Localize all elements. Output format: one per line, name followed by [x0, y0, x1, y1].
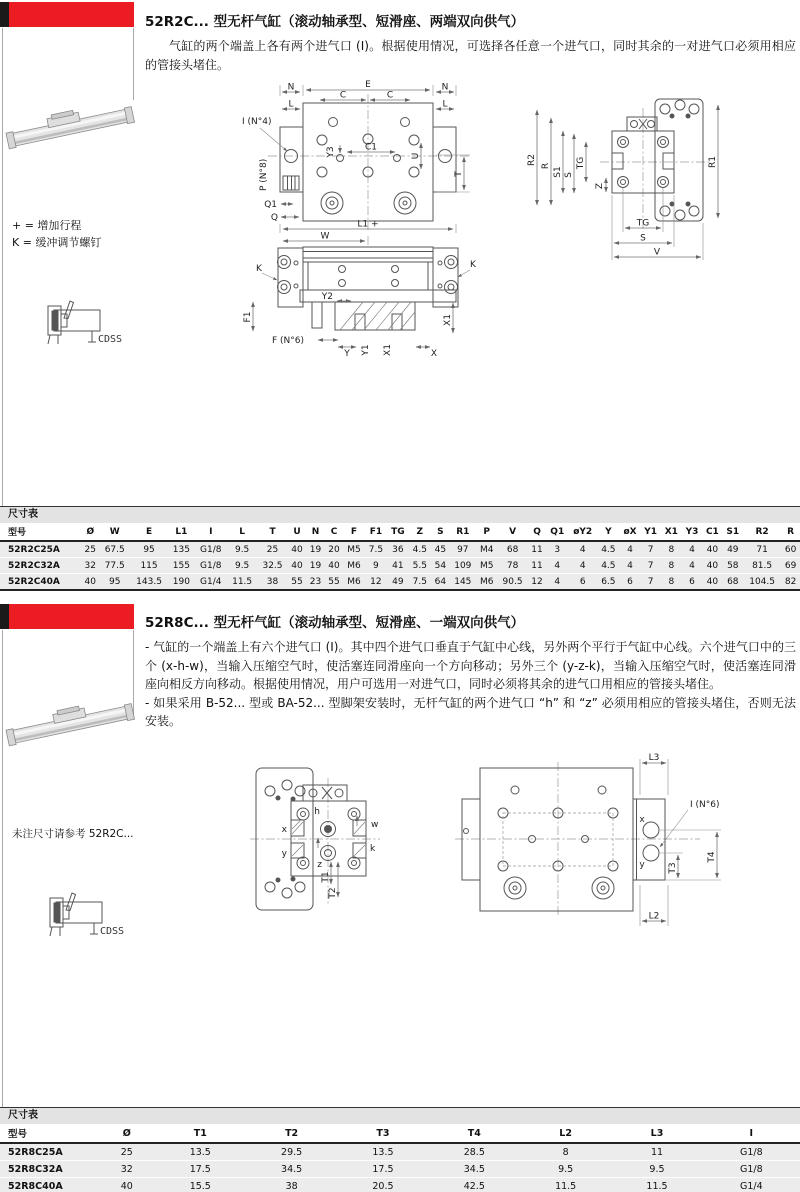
table-row [0, 1161, 800, 1178]
sidebar-left-rule-1 [2, 28, 3, 506]
model-cell: 52R8C32A [0, 1161, 99, 1178]
dimension-table-block-2 [0, 1107, 800, 1192]
value-cell: G1/4 [703, 1178, 800, 1192]
dim-label-r2: R2 [527, 154, 537, 166]
dim-label-tg-left: TG [576, 156, 586, 170]
dim-label-n2: N [441, 82, 449, 93]
value-cell: G1/8 [195, 558, 227, 574]
value-cell: 4 [546, 558, 568, 574]
value-cell: 6 [568, 574, 597, 591]
table-body [0, 541, 800, 590]
value-cell: 4.5 [409, 541, 432, 558]
value-cell: 9 [365, 558, 388, 574]
legend-note-stroke: + = 增加行程 [12, 219, 82, 232]
column-header: R1 [450, 523, 476, 541]
sidebar-left-rule-2 [2, 630, 3, 1107]
cdss-series-icon [38, 297, 128, 347]
column-header: L1 [168, 523, 194, 541]
dim-label-x1-right: X1 [443, 314, 453, 326]
header-row [0, 523, 800, 541]
value-cell: 54 [431, 558, 450, 574]
value-cell: 49 [387, 574, 408, 591]
dim-label-v: V [653, 247, 661, 258]
value-cell: 4 [620, 541, 641, 558]
model-cell: 52R2C32A [0, 558, 81, 574]
section1-technical-drawing [240, 80, 800, 372]
value-cell: 13.5 [337, 1143, 428, 1161]
value-cell: 20 [325, 541, 344, 558]
value-cell: M4 [476, 541, 497, 558]
value-cell: 11 [528, 541, 547, 558]
value-cell: 6 [620, 574, 641, 591]
plan-view-2 [455, 753, 721, 926]
port-label-y: y [281, 849, 287, 859]
value-cell: 6.5 [597, 574, 620, 591]
value-cell: 155 [168, 558, 194, 574]
value-cell: 8 [661, 558, 682, 574]
column-header: øY2 [568, 523, 597, 541]
table-head [0, 1124, 800, 1143]
value-cell: 4 [682, 558, 702, 574]
table-row [0, 1143, 800, 1161]
port-label-i: I (N°4) [242, 117, 272, 127]
dim-label-q: Q [270, 213, 278, 223]
value-cell: 40 [702, 558, 723, 574]
value-cell: 6 [682, 574, 702, 591]
value-cell: 4 [546, 574, 568, 591]
port-label-i6: I (N°6) [690, 800, 720, 810]
band-red-2 [9, 604, 134, 629]
value-cell: 68 [723, 574, 743, 591]
column-header: F1 [365, 523, 388, 541]
port-label-h: h [314, 807, 320, 817]
cdss-series-icon-2 [40, 889, 130, 939]
port-label-x: x [281, 825, 287, 835]
column-header: Ø [99, 1124, 155, 1143]
column-header: Y3 [682, 523, 702, 541]
column-header: L2 [520, 1124, 611, 1143]
value-cell: 36 [387, 541, 408, 558]
value-cell: 78 [497, 558, 527, 574]
column-header: T1 [155, 1124, 246, 1143]
value-cell: 40 [325, 558, 344, 574]
front-view [243, 247, 477, 359]
value-cell: 58 [723, 558, 743, 574]
value-cell: 95 [130, 541, 168, 558]
value-cell: G1/8 [703, 1143, 800, 1161]
dim-label-e: E [365, 80, 371, 90]
value-cell: 115 [130, 558, 168, 574]
model-cell: 52R2C25A [0, 541, 81, 558]
dim-label-y3: Y3 [326, 146, 336, 158]
value-cell: 32.5 [257, 558, 287, 574]
plan-view [242, 80, 470, 245]
value-cell: 29.5 [246, 1143, 337, 1161]
dim-label-w: W [320, 231, 330, 242]
value-cell: 9.5 [227, 541, 257, 558]
value-cell: 4 [568, 558, 597, 574]
header-row [0, 1124, 800, 1143]
dim-label-x1-mid: X1 [383, 344, 393, 356]
column-header: R2 [743, 523, 781, 541]
value-cell: 38 [246, 1178, 337, 1192]
value-cell: 38 [257, 574, 287, 591]
product-photo-cylinder-1 [5, 100, 135, 155]
dim-label-l3: L3 [648, 753, 660, 763]
table-head [0, 523, 800, 541]
column-header: W [100, 523, 130, 541]
port-label-x2: x [639, 815, 645, 825]
section1-paragraph: 气缸的两个端盖上各有两个进气口 (I)。根据使用情况，可选择各任意一个进气口，同时其余的一对进气口必须用相应的管接头堵住。 [145, 39, 796, 72]
value-cell: 40 [288, 558, 307, 574]
column-header: S [431, 523, 450, 541]
dim-label-f1: F1 [243, 311, 253, 323]
value-cell: 13.5 [155, 1143, 246, 1161]
end-view [527, 99, 718, 260]
column-header: I [703, 1124, 800, 1143]
table-row [0, 541, 800, 558]
column-header: S1 [723, 523, 743, 541]
value-cell: 7 [640, 541, 660, 558]
column-header: C1 [702, 523, 723, 541]
column-header: N [306, 523, 325, 541]
model-cell: 52R8C40A [0, 1178, 99, 1192]
value-cell: 20.5 [337, 1178, 428, 1192]
model-column-header: 型号 [0, 523, 81, 541]
dim-label-t2: T2 [328, 887, 338, 899]
dim-label-s-left: S [564, 172, 574, 178]
value-cell: 7 [640, 574, 660, 591]
dim-label-y2: Y2 [321, 292, 333, 302]
value-cell: 4.5 [597, 558, 620, 574]
value-cell: 71 [743, 541, 781, 558]
value-cell: 9.5 [611, 1161, 702, 1178]
value-cell: 68 [497, 541, 527, 558]
table-row [0, 1178, 800, 1192]
value-cell: 109 [450, 558, 476, 574]
dim-label-n: N [287, 82, 295, 93]
column-header: Ø [81, 523, 100, 541]
section2-technical-drawing [240, 740, 800, 970]
dim-label-t1: T1 [321, 871, 331, 883]
value-cell: 143.5 [130, 574, 168, 591]
value-cell: 5.5 [409, 558, 432, 574]
band-black-2 [0, 604, 9, 629]
value-cell: 8 [520, 1143, 611, 1161]
value-cell: 45 [431, 541, 450, 558]
value-cell: G1/4 [195, 574, 227, 591]
port-label-w: w [371, 820, 379, 830]
cdss-label-2: CDSS [100, 926, 125, 937]
label-k-left: K [256, 264, 262, 274]
dimensions-table-2 [0, 1124, 800, 1192]
column-header: T3 [337, 1124, 428, 1143]
dim-label-z: Z [595, 182, 605, 190]
column-header: X1 [661, 523, 682, 541]
section2-paragraph-1: - 气缸的一个端盖上有六个进气口 (I)。其中四个进气口垂直于气缸中心线，另外两个平行于气缸中心线。六个进气口中的三个 (x-h-w)，当输入压缩空气时，使活塞连同滑座向一个方向移动；另外三个 (y-z-k)，当输入压缩空气时，使活塞连同滑座向相反方向移动。根据使用情况，用户可选用一对进气口，同时必须将其余的进气口用相应的管接头堵住。 [145, 640, 796, 692]
value-cell: 41 [387, 558, 408, 574]
dim-label-t4: T4 [707, 851, 717, 863]
value-cell: 25 [99, 1143, 155, 1161]
product-photo-cylinder-2 [5, 697, 135, 752]
model-cell: 52R8C25A [0, 1143, 99, 1161]
value-cell: 60 [781, 541, 800, 558]
column-header: E [130, 523, 168, 541]
column-header: T4 [429, 1124, 520, 1143]
column-header: TG [387, 523, 408, 541]
value-cell: 32 [99, 1161, 155, 1178]
column-header: R [781, 523, 800, 541]
value-cell: 17.5 [337, 1161, 428, 1178]
dim-label-l2: L [442, 99, 448, 110]
dimensions-table-1 [0, 523, 800, 591]
value-cell: 8 [661, 574, 682, 591]
sidebar-right-rule-1 [133, 28, 134, 100]
column-header: Y1 [640, 523, 660, 541]
dim-label-u: U [411, 152, 421, 160]
dim-label-t: T [454, 171, 464, 177]
column-header: L [227, 523, 257, 541]
value-cell: M6 [476, 574, 497, 591]
column-header: T [257, 523, 287, 541]
model-column-header: 型号 [0, 1124, 99, 1143]
value-cell: 4.5 [597, 541, 620, 558]
column-header: Q [528, 523, 547, 541]
value-cell: 11.5 [520, 1178, 611, 1192]
column-header: V [497, 523, 527, 541]
dim-label-y1: Y1 [361, 344, 371, 356]
value-cell: 42.5 [429, 1178, 520, 1192]
value-cell: 40 [99, 1178, 155, 1192]
dim-label-s1: S1 [553, 166, 563, 178]
port-label-f: F (N°6) [272, 336, 305, 346]
value-cell: 23 [306, 574, 325, 591]
dim-label-l: L [288, 99, 294, 110]
port-label-y2: y [639, 860, 645, 870]
column-header: T2 [246, 1124, 337, 1143]
dim-label-l2: L2 [648, 911, 660, 922]
dim-label-s-bottom: S [640, 233, 646, 244]
legend-notes [12, 218, 101, 251]
port-label-p: P (N°8) [259, 158, 269, 191]
value-cell: 4 [682, 541, 702, 558]
value-cell: 9.5 [227, 558, 257, 574]
value-cell: 34.5 [246, 1161, 337, 1178]
value-cell: 40 [288, 541, 307, 558]
column-header: L3 [611, 1124, 702, 1143]
value-cell: M6 [343, 558, 364, 574]
value-cell: 25 [81, 541, 100, 558]
value-cell: 12 [365, 574, 388, 591]
column-header: P [476, 523, 497, 541]
band-red-1 [9, 2, 134, 27]
value-cell: 11.5 [227, 574, 257, 591]
column-header: Y [597, 523, 620, 541]
value-cell: 49 [723, 541, 743, 558]
value-cell: 104.5 [743, 574, 781, 591]
table-row [0, 574, 800, 591]
port-label-z: z [317, 860, 322, 870]
section1-title: 52R2C... 型无杆气缸（滚动轴承型、短滑座、两端双向供气） [145, 14, 525, 30]
dim-label-tg-bottom: TG [636, 218, 650, 229]
value-cell: 40 [81, 574, 100, 591]
value-cell: 190 [168, 574, 194, 591]
section1-body [145, 37, 796, 74]
value-cell: 32 [81, 558, 100, 574]
value-cell: G1/8 [195, 541, 227, 558]
value-cell: 17.5 [155, 1161, 246, 1178]
value-cell: 3 [546, 541, 568, 558]
table-body [0, 1143, 800, 1192]
value-cell: 12 [528, 574, 547, 591]
value-cell: 25 [257, 541, 287, 558]
section2-title: 52R8C... 型无杆气缸（滚动轴承型、短滑座、一端双向供气） [145, 615, 525, 631]
value-cell: 11.5 [611, 1178, 702, 1192]
label-k-right: K [470, 260, 476, 270]
cdss-label: CDSS [98, 334, 123, 345]
value-cell: 4 [568, 541, 597, 558]
dim-label-c2: C [386, 90, 394, 101]
value-cell: 90.5 [497, 574, 527, 591]
value-cell: 145 [450, 574, 476, 591]
section2-paragraph-2: - 如果采用 B-52... 型或 BA-52... 型脚架安装时，无杆气缸的两个进气口 “h” 和 “z” 必须用相应的管接头堵住，否则无法安装。 [145, 695, 796, 729]
port-end-view [250, 768, 380, 910]
value-cell: 82 [781, 574, 800, 591]
dim-label-y: Y [344, 349, 350, 359]
value-cell: 11 [528, 558, 547, 574]
column-header: F [343, 523, 364, 541]
value-cell: 97 [450, 541, 476, 558]
value-cell: M6 [343, 574, 364, 591]
value-cell: 81.5 [743, 558, 781, 574]
column-header: U [288, 523, 307, 541]
table-row [0, 558, 800, 574]
legend-note-cushion: K = 缓冲调节螺钉 [12, 235, 102, 249]
value-cell: 77.5 [100, 558, 130, 574]
dimension-table-block-1 [0, 506, 800, 591]
dim-label-l1: L1 + [357, 219, 379, 230]
column-header: C [325, 523, 344, 541]
column-header: I [195, 523, 227, 541]
value-cell: 7 [640, 558, 660, 574]
port-label-k: k [370, 844, 376, 854]
value-cell: 69 [781, 558, 800, 574]
band-black-1 [0, 2, 9, 27]
value-cell: 19 [306, 541, 325, 558]
value-cell: 7.5 [365, 541, 388, 558]
value-cell: 34.5 [429, 1161, 520, 1178]
dim-label-t3: T3 [668, 862, 678, 874]
value-cell: 8 [661, 541, 682, 558]
value-cell: G1/8 [703, 1161, 800, 1178]
value-cell: 55 [325, 574, 344, 591]
value-cell: 4 [620, 558, 641, 574]
value-cell: 135 [168, 541, 194, 558]
value-cell: 95 [100, 574, 130, 591]
value-cell: 40 [702, 574, 723, 591]
value-cell: 28.5 [429, 1143, 520, 1161]
dim-label-r1: R1 [708, 156, 718, 168]
table-title-1: 尺寸表 [0, 506, 800, 523]
dim-label-q1: Q1 [264, 200, 277, 210]
value-cell: 55 [288, 574, 307, 591]
value-cell: 40 [702, 541, 723, 558]
table-title-2: 尺寸表 [0, 1107, 800, 1124]
dim-label-c: C [339, 90, 347, 101]
model-cell: 52R2C40A [0, 574, 81, 591]
column-header: øX [620, 523, 641, 541]
value-cell: 67.5 [100, 541, 130, 558]
value-cell: M5 [476, 558, 497, 574]
value-cell: 7.5 [409, 574, 432, 591]
value-cell: 64 [431, 574, 450, 591]
section2-body [145, 638, 796, 731]
value-cell: 19 [306, 558, 325, 574]
dim-label-r: R [541, 162, 551, 170]
dim-label-x: X [430, 349, 438, 359]
value-cell: 9.5 [520, 1161, 611, 1178]
value-cell: M5 [343, 541, 364, 558]
reference-note: 未注尺寸请参考 52R2C... [12, 828, 134, 840]
dim-label-c1: C1 [364, 142, 378, 153]
column-header: Q1 [546, 523, 568, 541]
value-cell: 11 [611, 1143, 702, 1161]
value-cell: 15.5 [155, 1178, 246, 1192]
column-header: Z [409, 523, 432, 541]
